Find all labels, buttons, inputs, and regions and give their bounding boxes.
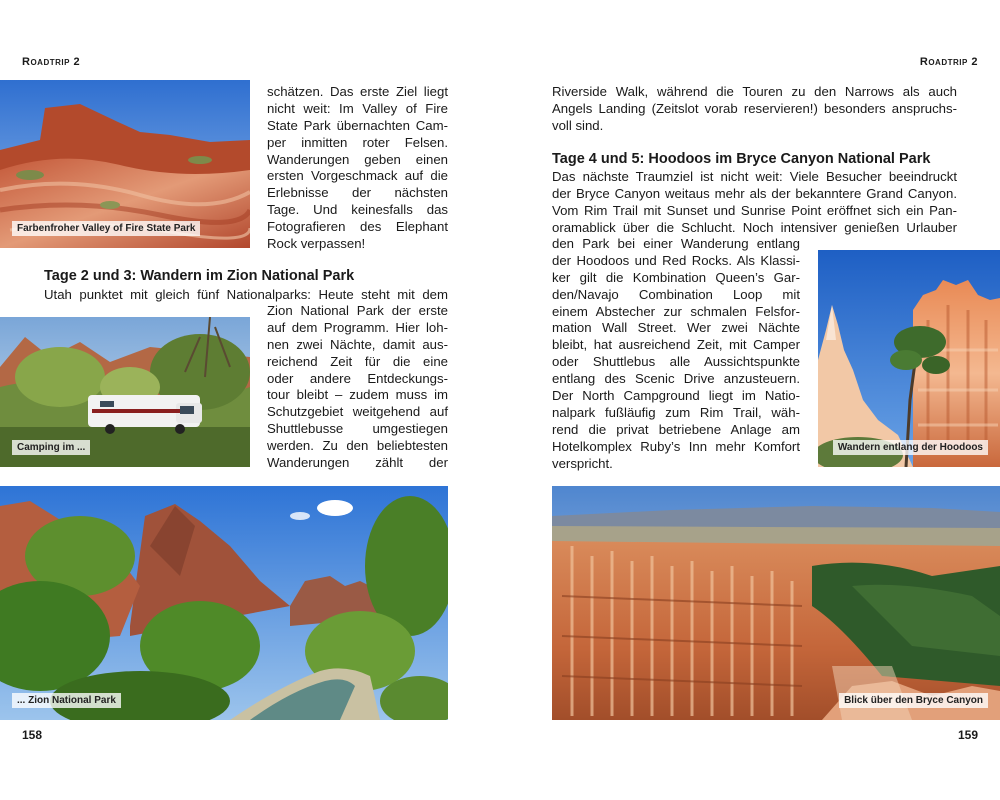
text-line: Wanderungen geben einen <box>267 151 448 167</box>
text-line: oder andere Entdeckungs- <box>267 370 448 386</box>
text-line: Wanderungen zählt der <box>267 455 448 471</box>
text-line: nen zwei Nächte, damit aus- <box>267 336 448 352</box>
text-line: State Park übernachten Cam- <box>267 117 448 133</box>
paragraph-valley-of-fire <box>267 84 448 253</box>
photo-camping <box>0 317 250 467</box>
text-line: tour bleibt – zudem muss im <box>267 387 448 403</box>
text-line: Erlebnisse der nächsten <box>267 185 448 201</box>
text-line: ersten Vorgeschmack auf die <box>267 168 448 184</box>
text-line: schätzen. Das erste Ziel liegt <box>267 84 448 99</box>
text-line: Das nächste Traumziel ist nicht weit: Viele Besucher beeindruckt <box>552 169 957 184</box>
photo-caption: ... Zion National Park <box>12 693 121 708</box>
text-line: bleibt, hat ausreichend Zeit, mit Camper <box>552 337 800 353</box>
text-line: Rock verpassen! <box>267 236 366 252</box>
page-number-left: 158 <box>22 728 43 742</box>
text-line: mation Wall Street. Wer zwei Nächte <box>552 320 800 336</box>
text-line: Utah punktet mit gleich fünf Nationalparks: Heute steht mit dem <box>44 287 448 302</box>
text-line: auf dem Programm. Hier loh- <box>267 319 448 335</box>
paragraph-narrows <box>552 84 957 135</box>
text-line: Vom Rim Trail mit Sunset und Sunrise Point eröffnet sich ein Pan- <box>552 202 957 218</box>
text-line: der Hoodoos und Red Rocks. Als Klassi- <box>552 252 800 268</box>
text-line: Schutzgebiet weitgehend auf <box>267 404 448 420</box>
text-line: Der North Campground liegt im Natio- <box>552 388 800 404</box>
text-line: oder Shuttlebus alle Aussichtspunkte <box>552 354 800 370</box>
photo-caption: Farbenfroher Valley of Fire State Park <box>12 221 200 236</box>
photo-caption: Camping im ... <box>12 440 90 455</box>
paragraph-zion-intro <box>44 287 448 304</box>
photo-valley-of-fire <box>0 80 250 248</box>
text-line: nicht weit: Im Valley of Fire <box>267 100 448 116</box>
text-line: nalpark fußläufig zum Rim Trail, wäh- <box>552 404 800 420</box>
photo-caption: Wandern entlang der Hoodoos <box>833 440 988 455</box>
text-line: den/Navajo Combination Loop mit <box>552 286 800 302</box>
paragraph-zion <box>267 303 448 472</box>
text-line: einem Abstecher zur schmalen Felsfor- <box>552 303 800 319</box>
text-line: Hotelkomplex Ruby’s Inn mehr Komfort <box>552 438 800 454</box>
text-line: reichend Zeit für die eine <box>267 353 448 369</box>
text-line: den Park bei einer Wanderung entlang <box>552 236 800 251</box>
page-number-right: 159 <box>957 728 978 742</box>
photo-caption: Blick über den Bryce Canyon <box>839 693 988 708</box>
text-line: oramablick über die Schlucht. Noch intensiver genießen Urlauber <box>552 219 957 235</box>
text-line: Angels Landing (Zeitslot vorab reservieren!) besonders anspruchs- <box>552 100 957 116</box>
text-line: Shuttlebusse umgestiegen <box>267 421 448 437</box>
photo-hoodoos <box>818 250 1000 467</box>
photo-zion-national-park <box>0 486 448 720</box>
running-head-left: Roadtrip 2 <box>22 56 81 68</box>
text-line: Zion National Park der erste <box>267 303 448 318</box>
photo-bryce-canyon <box>552 486 1000 720</box>
paragraph-bryce <box>552 236 800 472</box>
text-line: rend die privat betriebene Anlage am <box>552 421 800 437</box>
text-line: Riverside Walk, während die Touren zu den Narrows als auch <box>552 84 957 99</box>
text-line: Tage. Und keinesfalls das <box>267 202 448 218</box>
text-line: Fotografieren des Elephant <box>267 219 448 235</box>
text-line: voll sind. <box>552 117 604 133</box>
text-line: entlang des Scenic Drive anzusteuern. <box>552 371 800 387</box>
text-line: werden. Zu den beliebtesten <box>267 438 448 454</box>
section-heading-bryce: Tage 4 und 5: Hoodoos im Bryce Canyon National Park <box>552 151 931 167</box>
section-heading-zion: Tage 2 und 3: Wandern im Zion National Park <box>44 268 355 284</box>
text-line: ker gilt die Kombination Queen’s Gar- <box>552 269 800 285</box>
text-line: verspricht. <box>552 455 613 471</box>
text-line: der Bryce Canyon weitaus mehr als der bekanntere Grand Canyon. <box>552 185 957 201</box>
text-line: per inmitten roter Felsen. <box>267 134 448 150</box>
paragraph-bryce-intro <box>552 169 957 237</box>
running-head-right: Roadtrip 2 <box>919 56 978 68</box>
